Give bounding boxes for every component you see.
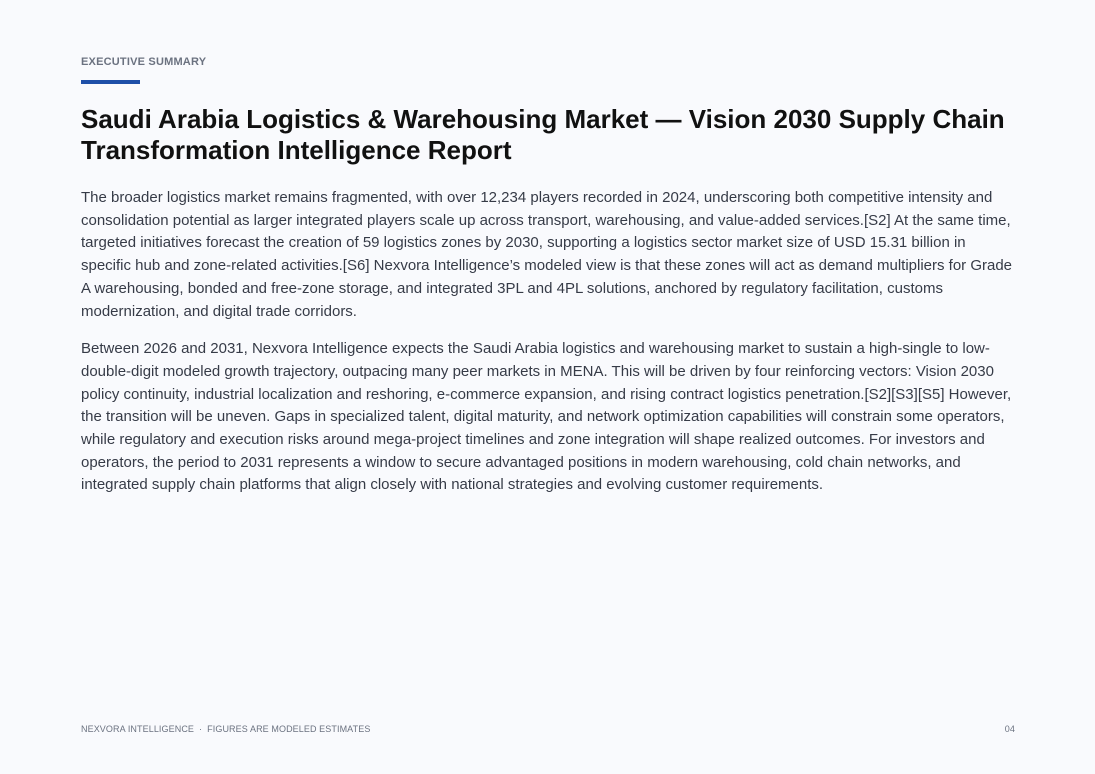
page-footer bbox=[81, 724, 1015, 734]
footer-note: FIGURES ARE MODELED ESTIMATES bbox=[207, 724, 371, 734]
summary-paragraph-1: The broader logistics market remains fragmented, with over 12,234 players recorded in 2024, underscoring both competitive intensity and consolidation potential as larger integrated players scale up across transport, warehousing, and value-added services.[S2] At the same time, targeted initiatives forecast the creation of 59 logistics zones by 2030, supporting a logistics sector market size of USD 15.31 billion in specific hub and zone-related activities.[S6] Nexvora Intelligence’s modeled view is that these zones will act as demand multipliers for Grade A warehousing, bonded and free-zone storage, and integrated 3PL and 4PL solutions, anchored by regulatory facilitation, customs modernization, and digital trade corridors. bbox=[81, 189, 1013, 320]
report-title: Saudi Arabia Logistics & Warehousing Market — Vision 2030 Supply Chain Transformation Intelligence Report bbox=[81, 104, 1005, 165]
footer-separator: · bbox=[199, 724, 203, 734]
executive-summary-body bbox=[81, 187, 1015, 512]
footer-brand: NEXVORA INTELLIGENCE bbox=[81, 724, 195, 734]
accent-rule bbox=[81, 80, 140, 84]
report-page bbox=[81, 0, 1015, 774]
summary-paragraph-2: Between 2026 and 2031, Nexvora Intelligence expects the Saudi Arabia logistics and warehousing market to sustain a high-single to low-double-digit modeled growth trajectory, outpacing many peer markets in MENA. This will be driven by four reinforcing vectors: Vision 2030 policy continuity, industrial localization and reshoring, e-commerce expansion, and rising contract logistics penetration.[S2][S3][S5] However, the transition will be uneven. Gaps in specialized talent, digital maturity, and network optimization capabilities will constrain some operators, while regulatory and execution risks around mega-project timelines and zone integration will shape realized outcomes. For investors and operators, the period to 2031 represents a window to secure advantaged positions in modern warehousing, cold chain networks, and integrated supply chain platforms that align closely with national strategies and evolving customer requirements. bbox=[81, 340, 1012, 494]
footer-left bbox=[81, 724, 370, 734]
page-number: 04 bbox=[1004, 724, 1015, 734]
section-label: EXECUTIVE SUMMARY bbox=[81, 56, 207, 68]
